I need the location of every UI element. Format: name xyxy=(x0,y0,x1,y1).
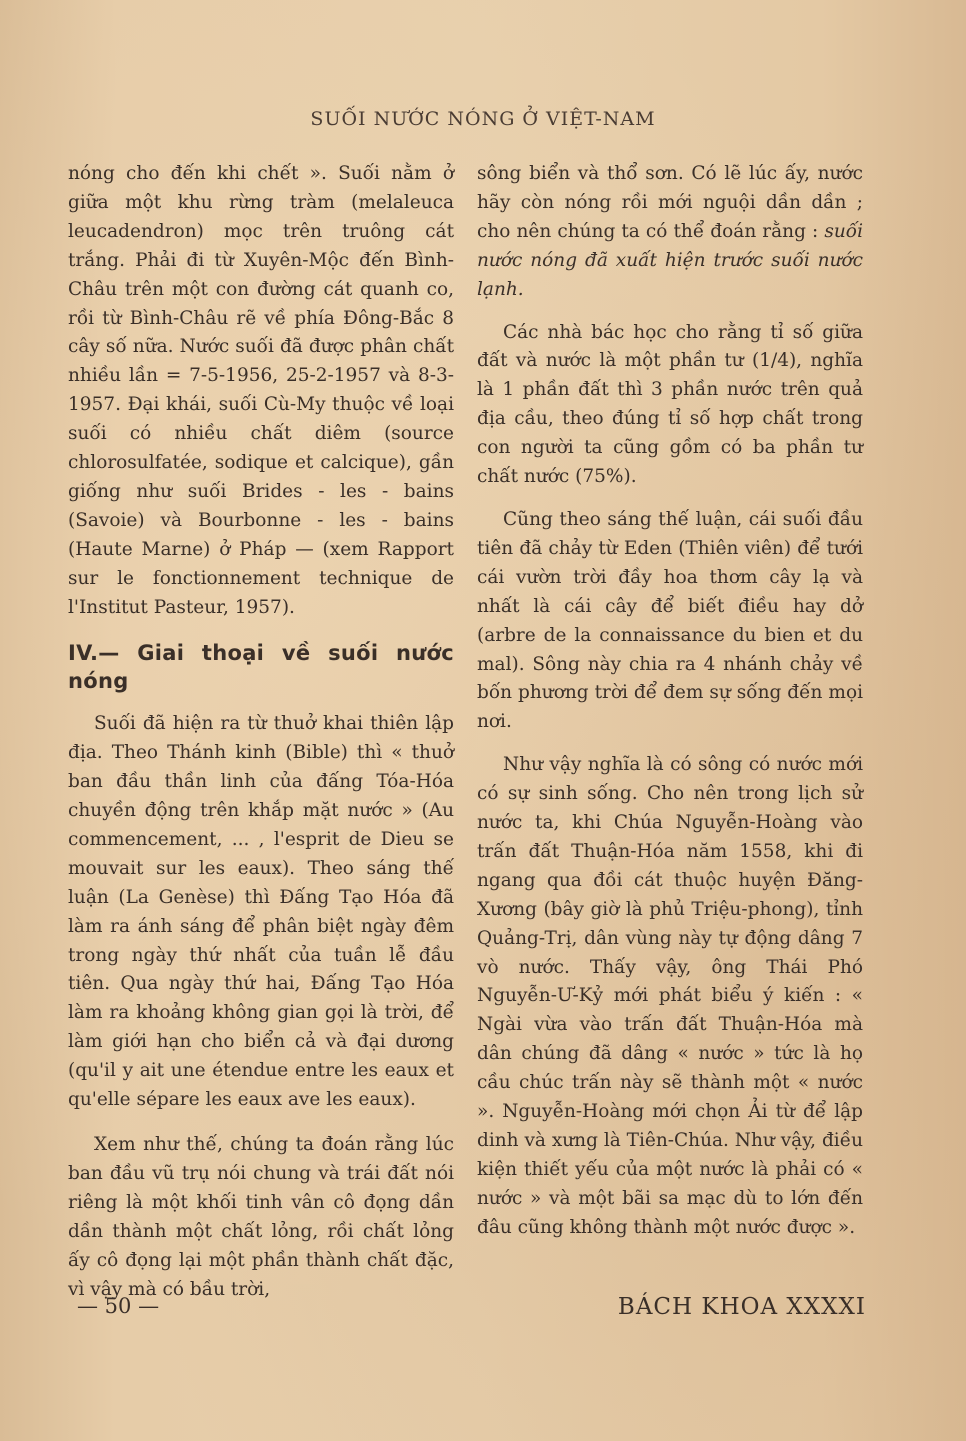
paragraph xyxy=(477,160,863,305)
paragraph: Suối đã hiện ra từ thuở khai thiên lập địa. Theo Thánh kinh (Bible) thì « thuở ban đầu thần linh của đấng Tóa-Hóa chuyền động trên khắp mặt nước » (Au commencement, ... , l'esprit de Dieu se mouvait sur les eaux). Theo sáng thế luận (La Genèse) thì Đấng Tạo Hóa đã làm ra ánh sáng để phân biệt ngày đêm trong ngày thứ nhất của tuần lễ đầu tiên. Qua ngày thứ hai, Đấng Tạo Hóa làm ra khoảng không gian gọi là trời, để làm giới hạn cho biển cả và đại dương (qu'il y ait une étendue entre les eaux et qu'elle sépare les eaux ave les eaux). xyxy=(68,713,454,1111)
right-column xyxy=(477,160,863,1243)
paragraph: Xem như thế, chúng ta đoán rằng lúc ban đầu vũ trụ nói chung và trái đất nói riêng là một khối tinh vân cô đọng dần dần thành một chất lỏng, rồi chất lỏng ấy cô đọng lại một phần thành chất đặc, vì vậy mà có bầu trời, xyxy=(68,1134,454,1300)
running-header: SUỐI NƯỚC NÓNG Ở VIỆT-NAM xyxy=(310,108,656,130)
page-number: — 50 — xyxy=(77,1294,160,1318)
paragraph: Như vậy nghĩa là có sông có nước mới có sự sinh sống. Cho nên trong lịch sử nước ta, khi Chúa Nguyễn-Hoàng vào trấn đất Thuận-Hóa năm 1558, khi đi ngang qua đồi cát thuộc huyện Đăng-Xương (bây giờ là phủ Triệu-phong), tỉnh Quảng-Trị, dân vùng này tự động dâng 7 vò nước. Thấy vậy, ông Thái Phó Nguyễn-Ư-Kỷ mới phát biểu ý kiến : « Ngài vừa vào trấn đất Thuận-Hóa mà dân chúng đã dâng « nước » tức là họ cầu chúc trấn này sẽ thành một « nước ». Nguyễn-Hoàng mới chọn Ải từ để lập dinh và xưng là Tiên-Chúa. Như vậy, điều kiện thiết yếu của một nước là phải có « nước » và một bãi sa mạc dù to lớn đến đâu cũng không thành một nước được ». xyxy=(477,754,863,1238)
left-column xyxy=(68,160,454,1304)
paragraph: Cũng theo sáng thế luận, cái suối đầu tiên đã chảy từ Eden (Thiên viên) để tưới cái vườn trời đầy hoa thơm cây lạ và nhất là cái cây để biết điều hay dở (arbre de la connaissance du bien et du mal). Sông này chia ra 4 nhánh chảy về bốn phương trời để đem sự sống đến mọi nơi. xyxy=(477,508,863,733)
section-heading: IV.— Giai thoại về suối nước nóng xyxy=(68,640,454,694)
paragraph: Các nhà bác học cho rằng tỉ số giữa đất và nước là một phần tư (1/4), nghĩa là 1 phần đất thì 3 phần nước trên quả địa cầu, theo đúng tỉ số hợp chất trong con người ta cũng gồm có ba phần tư chất nước (75%). xyxy=(477,321,863,488)
italic-conclusion: suối nước nóng đã xuất hiện trước suối nước lạnh. xyxy=(477,220,863,300)
paragraph-text: sông biển và thổ sơn. Có lẽ lúc ấy, nước hãy còn nóng rồi mới nguội dần dần ; cho nên chúng ta có thể đoán rằng : xyxy=(477,163,863,242)
publication-title: BÁCH KHOA XXXXI xyxy=(617,1294,866,1320)
paragraph: nóng cho đến khi chết ». Suối nằm ở giữa một khu rừng tràm (melaleuca leucadendron) mọc trên truông cát trắng. Phải đi từ Xuyên-Mộc đến Bình-Châu trên một con đường cát quanh co, rồi từ Bình-Châu rẽ về phía Đông-Bắc 8 cây số nữa. Nước suối đã được phân chất nhiều lần = 7-5-1956, 25-2-1957 và 8-3-1957. Đại khái, suối Cù-My thuộc về loại suối có nhiều chất diêm (source chlorosulfatée, sodique et calcique), gần giống như suối Brides - les - bains (Savoie) và Bourbonne - les - bains (Haute Marne) ở Pháp — (xem Rapport sur le fonctionnement technique de l'Institut Pasteur, 1957). xyxy=(68,163,454,618)
